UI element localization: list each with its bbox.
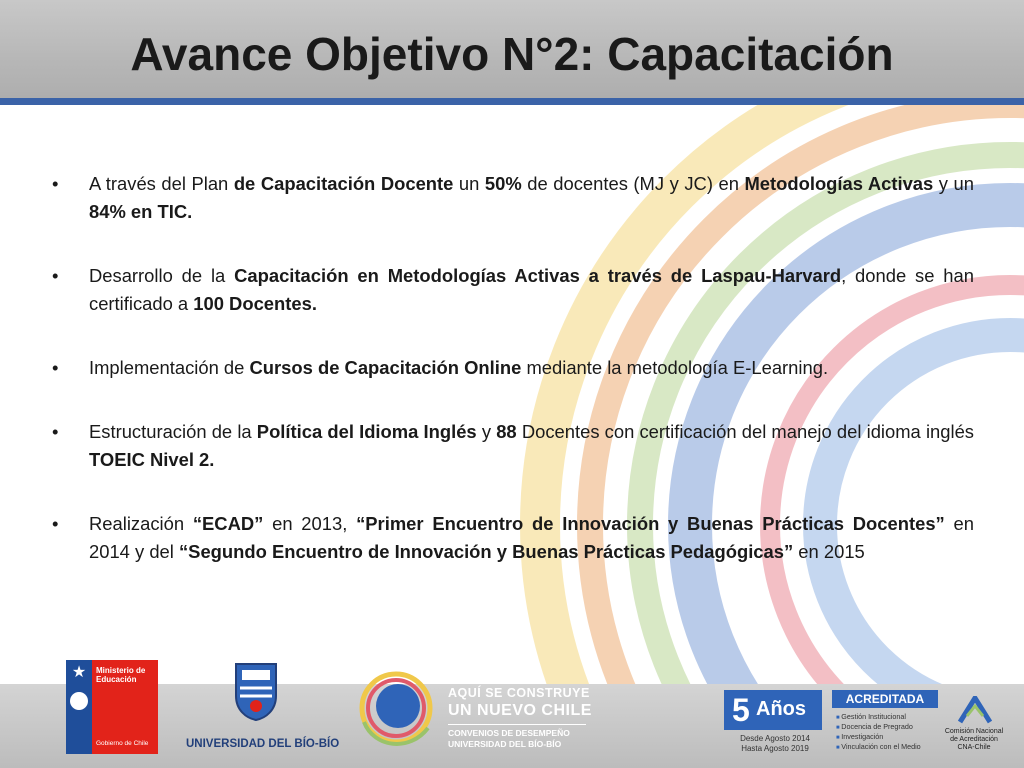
accreditation-area: ■ Investigación bbox=[836, 732, 883, 741]
bullet-text: un bbox=[453, 173, 485, 194]
bullet-item bbox=[52, 262, 974, 318]
chile-star-flag-icon: ★ bbox=[66, 660, 92, 686]
campaign-line-3: CONVENIOS DE DESEMPEÑO bbox=[448, 728, 570, 738]
bullet-item bbox=[52, 170, 974, 226]
bullet-text: y bbox=[476, 421, 497, 442]
crest-icon bbox=[70, 692, 88, 710]
accreditation-area: ■ Docencia de Pregrado bbox=[836, 722, 913, 731]
title-underline bbox=[0, 98, 1024, 105]
bullet-text: A través del Plan bbox=[89, 173, 234, 194]
bullet-emphasis: Metodologías Activas bbox=[744, 173, 934, 194]
bullet-text: Implementación de bbox=[89, 357, 250, 378]
bullet-text: en 2015 bbox=[793, 541, 865, 562]
bullet-text: , donde se han certificado a bbox=[89, 265, 974, 314]
accreditation-since: Desde Agosto 2014 bbox=[740, 734, 810, 743]
accreditation-header: ACREDITADA bbox=[832, 690, 938, 708]
bullet-text: Docentes con certificación del manejo del idioma inglés bbox=[516, 421, 974, 442]
accreditation-area: ■ Vinculación con el Medio bbox=[836, 742, 921, 751]
accreditation-until: Hasta Agosto 2019 bbox=[741, 744, 809, 753]
bullet-emphasis: “ECAD” bbox=[192, 513, 264, 534]
bullet-emphasis: de Capacitación Docente bbox=[233, 173, 454, 194]
bullet-emphasis: TOEIC Nivel 2. bbox=[89, 449, 215, 470]
bullet-emphasis: Política del Idioma Inglés bbox=[256, 421, 477, 442]
bullet-emphasis: 84% en TIC. bbox=[89, 201, 193, 222]
bullet-marker: • bbox=[52, 421, 59, 442]
bullet-text: en 2013, bbox=[263, 513, 357, 534]
ubb-shield-icon bbox=[234, 662, 278, 722]
bullet-text: Realización bbox=[89, 513, 193, 534]
campaign-line-4: UNIVERSIDAD DEL BÍO-BÍO bbox=[448, 739, 562, 749]
bullet-item bbox=[52, 354, 974, 382]
bullet-emphasis: 50% bbox=[484, 173, 522, 194]
accreditation-years-badge bbox=[724, 690, 822, 754]
campaign-line-2: UN NUEVO CHILE bbox=[448, 702, 592, 719]
bullet-marker: • bbox=[52, 513, 59, 534]
years-word: Años bbox=[756, 698, 806, 720]
bullet-marker: • bbox=[52, 357, 59, 378]
cna-logo-icon bbox=[958, 696, 992, 724]
bullet-emphasis: “Segundo Encuentro de Innovación y Buenas Prácticas Pedagógicas” bbox=[178, 541, 794, 562]
bullet-item bbox=[52, 510, 974, 566]
campaign-line-1: AQUÍ SE CONSTRUYE bbox=[448, 686, 590, 700]
accreditation-area: ■ Gestión Institucional bbox=[836, 712, 906, 721]
cna-line-2: de Acreditación bbox=[950, 736, 998, 743]
ubb-name: UNIVERSIDAD DEL BÍO-BÍO bbox=[186, 738, 340, 750]
cna-line-1: Comisión Nacional bbox=[944, 728, 1004, 735]
convenio-circle-logo-icon bbox=[354, 662, 436, 756]
bullet-text: Estructuración de la bbox=[89, 421, 257, 442]
bullet-emphasis: Cursos de Capacitación Online bbox=[249, 357, 522, 378]
mineduc-name: Ministerio de Educación bbox=[96, 666, 146, 684]
bullet-emphasis: “Primer Encuentro de Innovación y Buenas Prácticas Docentes” bbox=[356, 513, 945, 534]
mineduc-logo bbox=[66, 660, 158, 754]
ubb-logo bbox=[186, 658, 340, 754]
bullet-marker: • bbox=[52, 173, 59, 194]
bullet-emphasis: 88 bbox=[496, 421, 517, 442]
cna-line-3: CNA-Chile bbox=[957, 744, 991, 751]
bullet-item bbox=[52, 418, 974, 474]
years-number: 5 bbox=[732, 692, 750, 728]
bullet-list bbox=[52, 170, 974, 566]
bullet-text: y un bbox=[933, 173, 974, 194]
bullet-text: en 2014 y del bbox=[89, 513, 974, 562]
bullet-text: de docentes (MJ y JC) en bbox=[521, 173, 745, 194]
campaign-logo bbox=[448, 686, 592, 756]
mineduc-government: Gobierno de Chile bbox=[96, 740, 149, 747]
bullet-emphasis: Capacitación en Metodologías Activas a través de Laspau-Harvard bbox=[234, 265, 842, 286]
accreditation-areas-badge bbox=[832, 690, 938, 756]
slide-title: Avance Objetivo N°2: Capacitación bbox=[130, 28, 894, 80]
bullet-emphasis: 100 Docentes. bbox=[193, 293, 317, 314]
bullet-text: Desarrollo de la bbox=[89, 265, 235, 286]
cna-logo bbox=[944, 694, 1004, 756]
bullet-marker: • bbox=[52, 265, 59, 286]
bullet-text: mediante la metodología E-Learning. bbox=[521, 357, 829, 378]
